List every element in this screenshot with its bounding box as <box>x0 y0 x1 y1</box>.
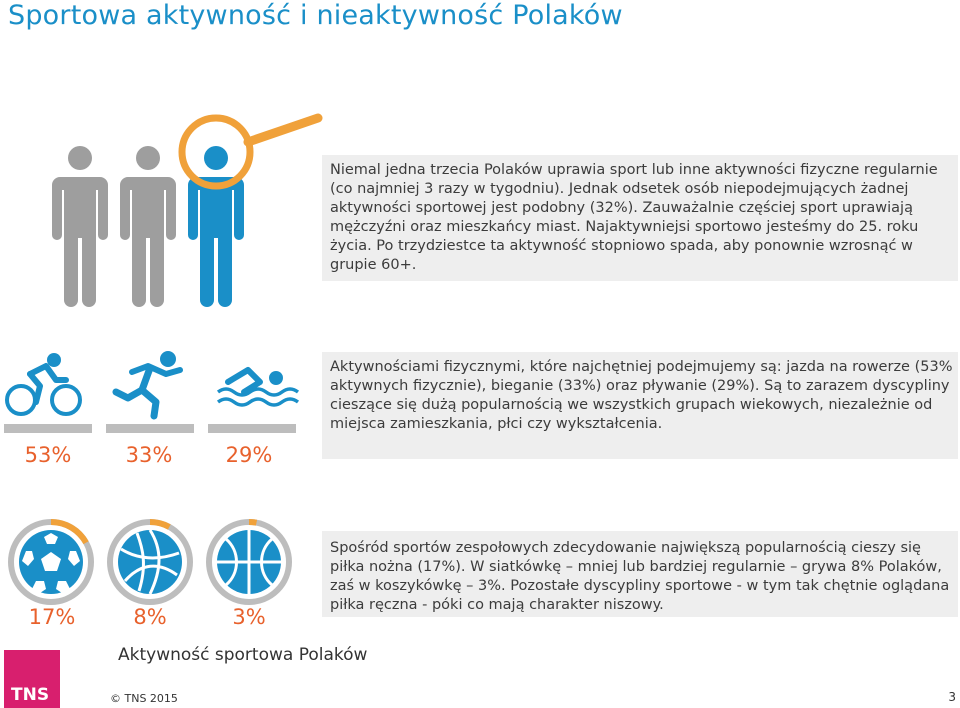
cycling-icon <box>4 352 84 418</box>
basketball-share-arc <box>249 522 256 523</box>
person-icon <box>120 145 176 305</box>
volleyball-percent: 8% <box>133 605 167 629</box>
cycling-percent: 53% <box>24 443 72 467</box>
basketball-percent: 3% <box>232 605 266 629</box>
activity-bar-cycling <box>4 424 92 433</box>
swimming-percent: 29% <box>225 443 273 467</box>
volleyball-icon <box>107 519 193 605</box>
team-sports-text: Spośród sportów zespołowych zdecydowanie największą popularnością cieszy się piłka nożna (17%). W siatkówkę – mniej lub bardziej regularnie – grywa 8% Polaków, zaś w koszykówkę – 3%. Pozostałe dyscypliny sportowe - w tym tak chętnie oglądana piłka ręczna - póki co mają charakter niszowy. <box>330 540 950 613</box>
soccer-percent: 17% <box>28 605 76 629</box>
info-panel-activities <box>322 352 958 459</box>
activity-bar-swimming <box>208 424 296 433</box>
volleyball-share-arc <box>150 522 169 527</box>
activity-bar-running <box>106 424 194 433</box>
info-panel-general <box>322 155 958 281</box>
magnifier-icon <box>176 110 326 200</box>
page-title: Sportowa aktywność i nieaktywność Polaków <box>8 0 623 31</box>
swimming-icon <box>214 362 300 408</box>
page-number: 3 <box>948 690 956 704</box>
copyright-text: © TNS 2015 <box>110 692 178 705</box>
basketball-icon <box>206 519 292 605</box>
activities-text: Aktywnościami fizycznymi, które najchętniej podejmujemy są: jazda na rowerze (53% aktywnych fizycznie), bieganie (33%) oraz pływanie (29%). Są to zarazem dyscypliny cieszące się dużą popularnością we wszystkich grupach wiekowych, niezależnie od miejsca zamieszkania, płci czy wykształcenia. <box>330 359 953 432</box>
running-percent: 33% <box>125 443 173 467</box>
general-activity-text: Niemal jedna trzecia Polaków uprawia sport lub inne aktywności fizyczne regularnie (co najmniej 3 razy w tygodniu). Jednak odsetek osób niepodejmujących żadnej aktywności sportowej jest podobny (32%). Zauważalnie częściej sport uprawiają mężczyźni oraz mieszkańcy miast. Najaktywniejsi sportowo jesteśmy do 25. roku życia. Po trzydziestce ta aktywność stopniowo spada, aby ponownie wzrosnąć w grupie 60+. <box>330 162 938 273</box>
person-icon <box>52 145 108 305</box>
tns-logo <box>4 650 60 708</box>
tns-logo-text: TNS <box>11 685 50 705</box>
footer-title: Aktywność sportowa Polaków <box>118 645 368 665</box>
soccer-ball-icon <box>8 519 94 605</box>
info-panel-team-sports <box>322 531 958 617</box>
running-icon <box>110 350 190 420</box>
